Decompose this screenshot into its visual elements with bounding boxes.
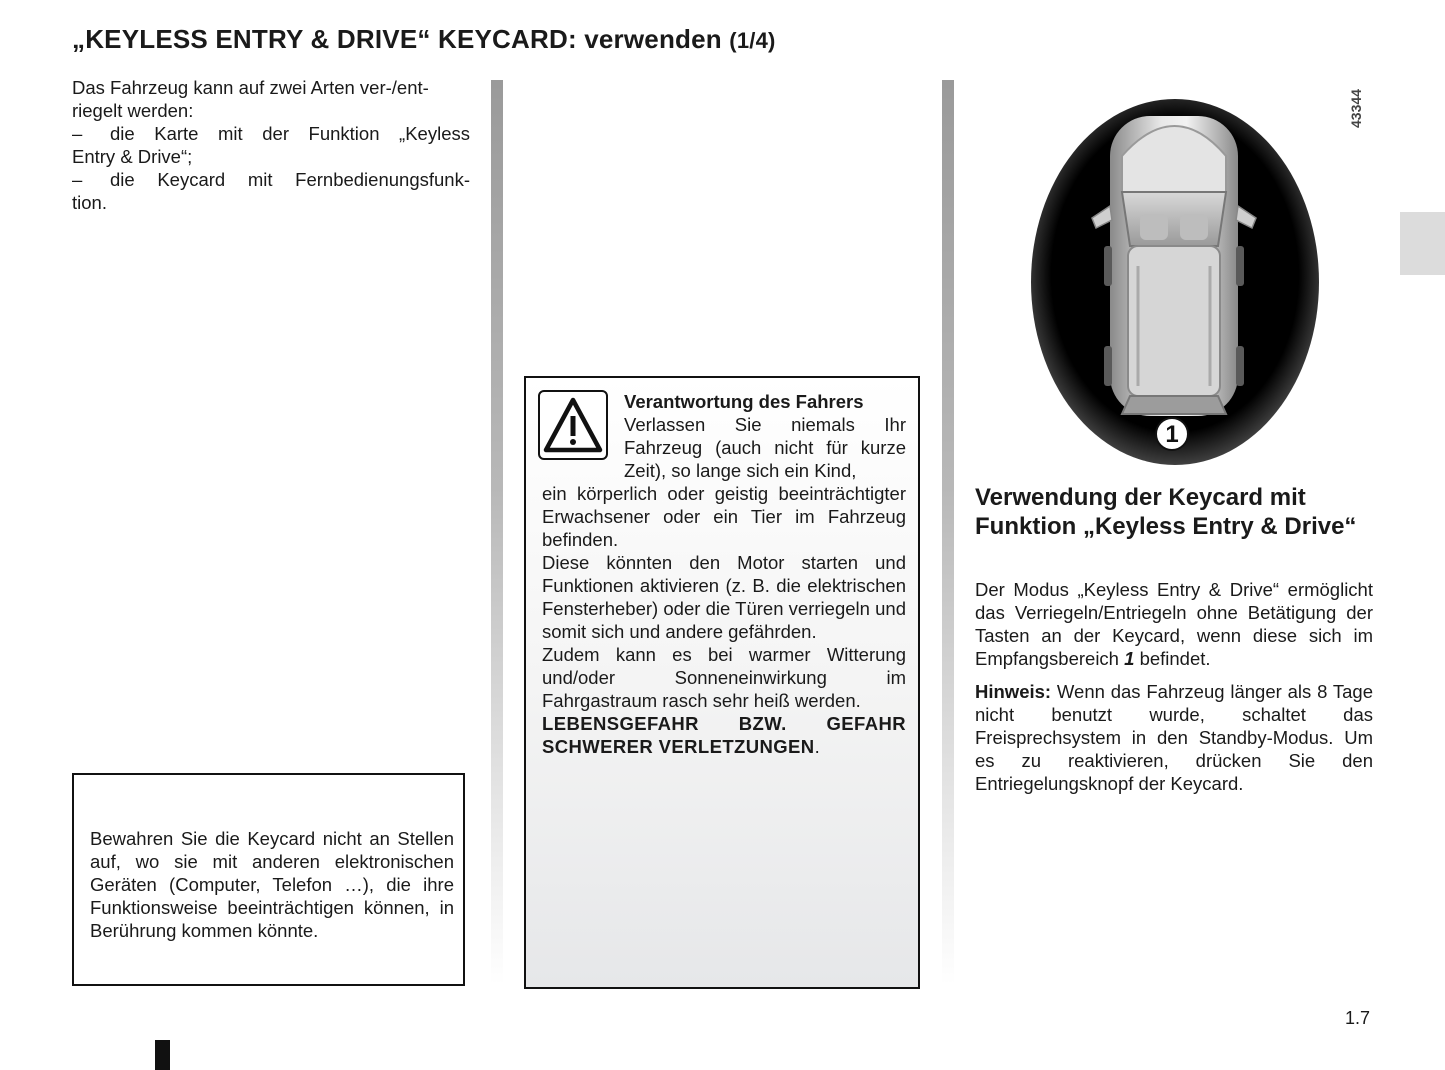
section-p1: Der Modus „Keyless Entry & Drive“ ermöglicht das Verriegeln/Entriegeln ohne Betätigung der Tasten an der Keycard, wenn diese sich im Empfangsbereich 1 befindet. (975, 579, 1373, 669)
note-text: Bewahren Sie die Keycard nicht an Stellen auf, wo sie mit anderen elektronischen Geräten (Computer, Telefon …), die ihre Funktionsweise beeinträchtigen können, in Berührung kommen könnte. (90, 828, 454, 941)
intro-line-1: Das Fahrzeug kann auf zwei Arten ver-/ent- (72, 77, 429, 98)
page-indicator: (1/4) (729, 28, 776, 53)
warning-p3: Zudem kann es bei warmer Witterung und/oder Sonneneinwirkung im Fahrgastraum rasch sehr heiß werden. (542, 644, 906, 711)
intro-text (72, 76, 470, 214)
column-divider-left (491, 80, 503, 985)
column-divider-right (942, 80, 954, 985)
warning-p4: LEBENSGEFAHR BZW. GEFAHR SCHWERER VERLETZUNGEN. (542, 713, 906, 757)
section-body (975, 578, 1373, 805)
hint-label: Hinweis: (975, 681, 1052, 702)
section-heading: Verwendung der Keycard mit Funktion „Keyless Entry & Drive“ (975, 484, 1357, 540)
warning-box (524, 376, 920, 989)
intro-line-2: riegelt werden: (72, 100, 194, 121)
list-item-1-cont: Entry & Drive“; (72, 146, 193, 167)
list-item-2: – die Keycard mit Fernbedienungsfunk- (72, 169, 470, 190)
section-p2: Hinweis: Wenn das Fahrzeug länger als 8 Tage nicht benutzt wurde, schaltet das Freisprechsystem in den Standby-Modus. Um es zu reaktivieren, drücken Sie den Entriegelungsknopf der Keycard. (975, 681, 1373, 794)
section-tab (1400, 212, 1445, 275)
reference-1: 1 (1124, 648, 1135, 669)
figure-number: 43344 (1348, 89, 1364, 128)
crop-mark (155, 1040, 170, 1070)
figure-callout: 1 (1165, 421, 1179, 448)
list-item-1: – die Karte mit der Funktion „Keyless (72, 123, 470, 144)
warning-p1-lead: Verlassen Sie niemals Ihr Fahrzeug (auch nicht für kurze Zeit), so lange sich ein Kind, (624, 414, 906, 481)
warning-heading: Verantwortung des Fahrers (624, 391, 864, 412)
list-item-2-cont: tion. (72, 192, 107, 213)
note-box (72, 773, 465, 986)
warning-p1-rest: ein körperlich oder geistig beeinträchtigter Erwachsener oder ein Tier im Fahrzeug befinden. (542, 483, 906, 550)
page-number: 1.7 (1345, 1008, 1371, 1028)
car-top-view-figure (1030, 96, 1320, 468)
warning-p2: Diese könnten den Motor starten und Funktionen aktivieren (z. B. die elektrischen Fensterheber) oder die Türen verriegeln und somit sich und andere gefährden. (542, 552, 906, 642)
page-title: „KEYLESS ENTRY & DRIVE“ KEYCARD: verwenden (1/4) (72, 24, 776, 54)
